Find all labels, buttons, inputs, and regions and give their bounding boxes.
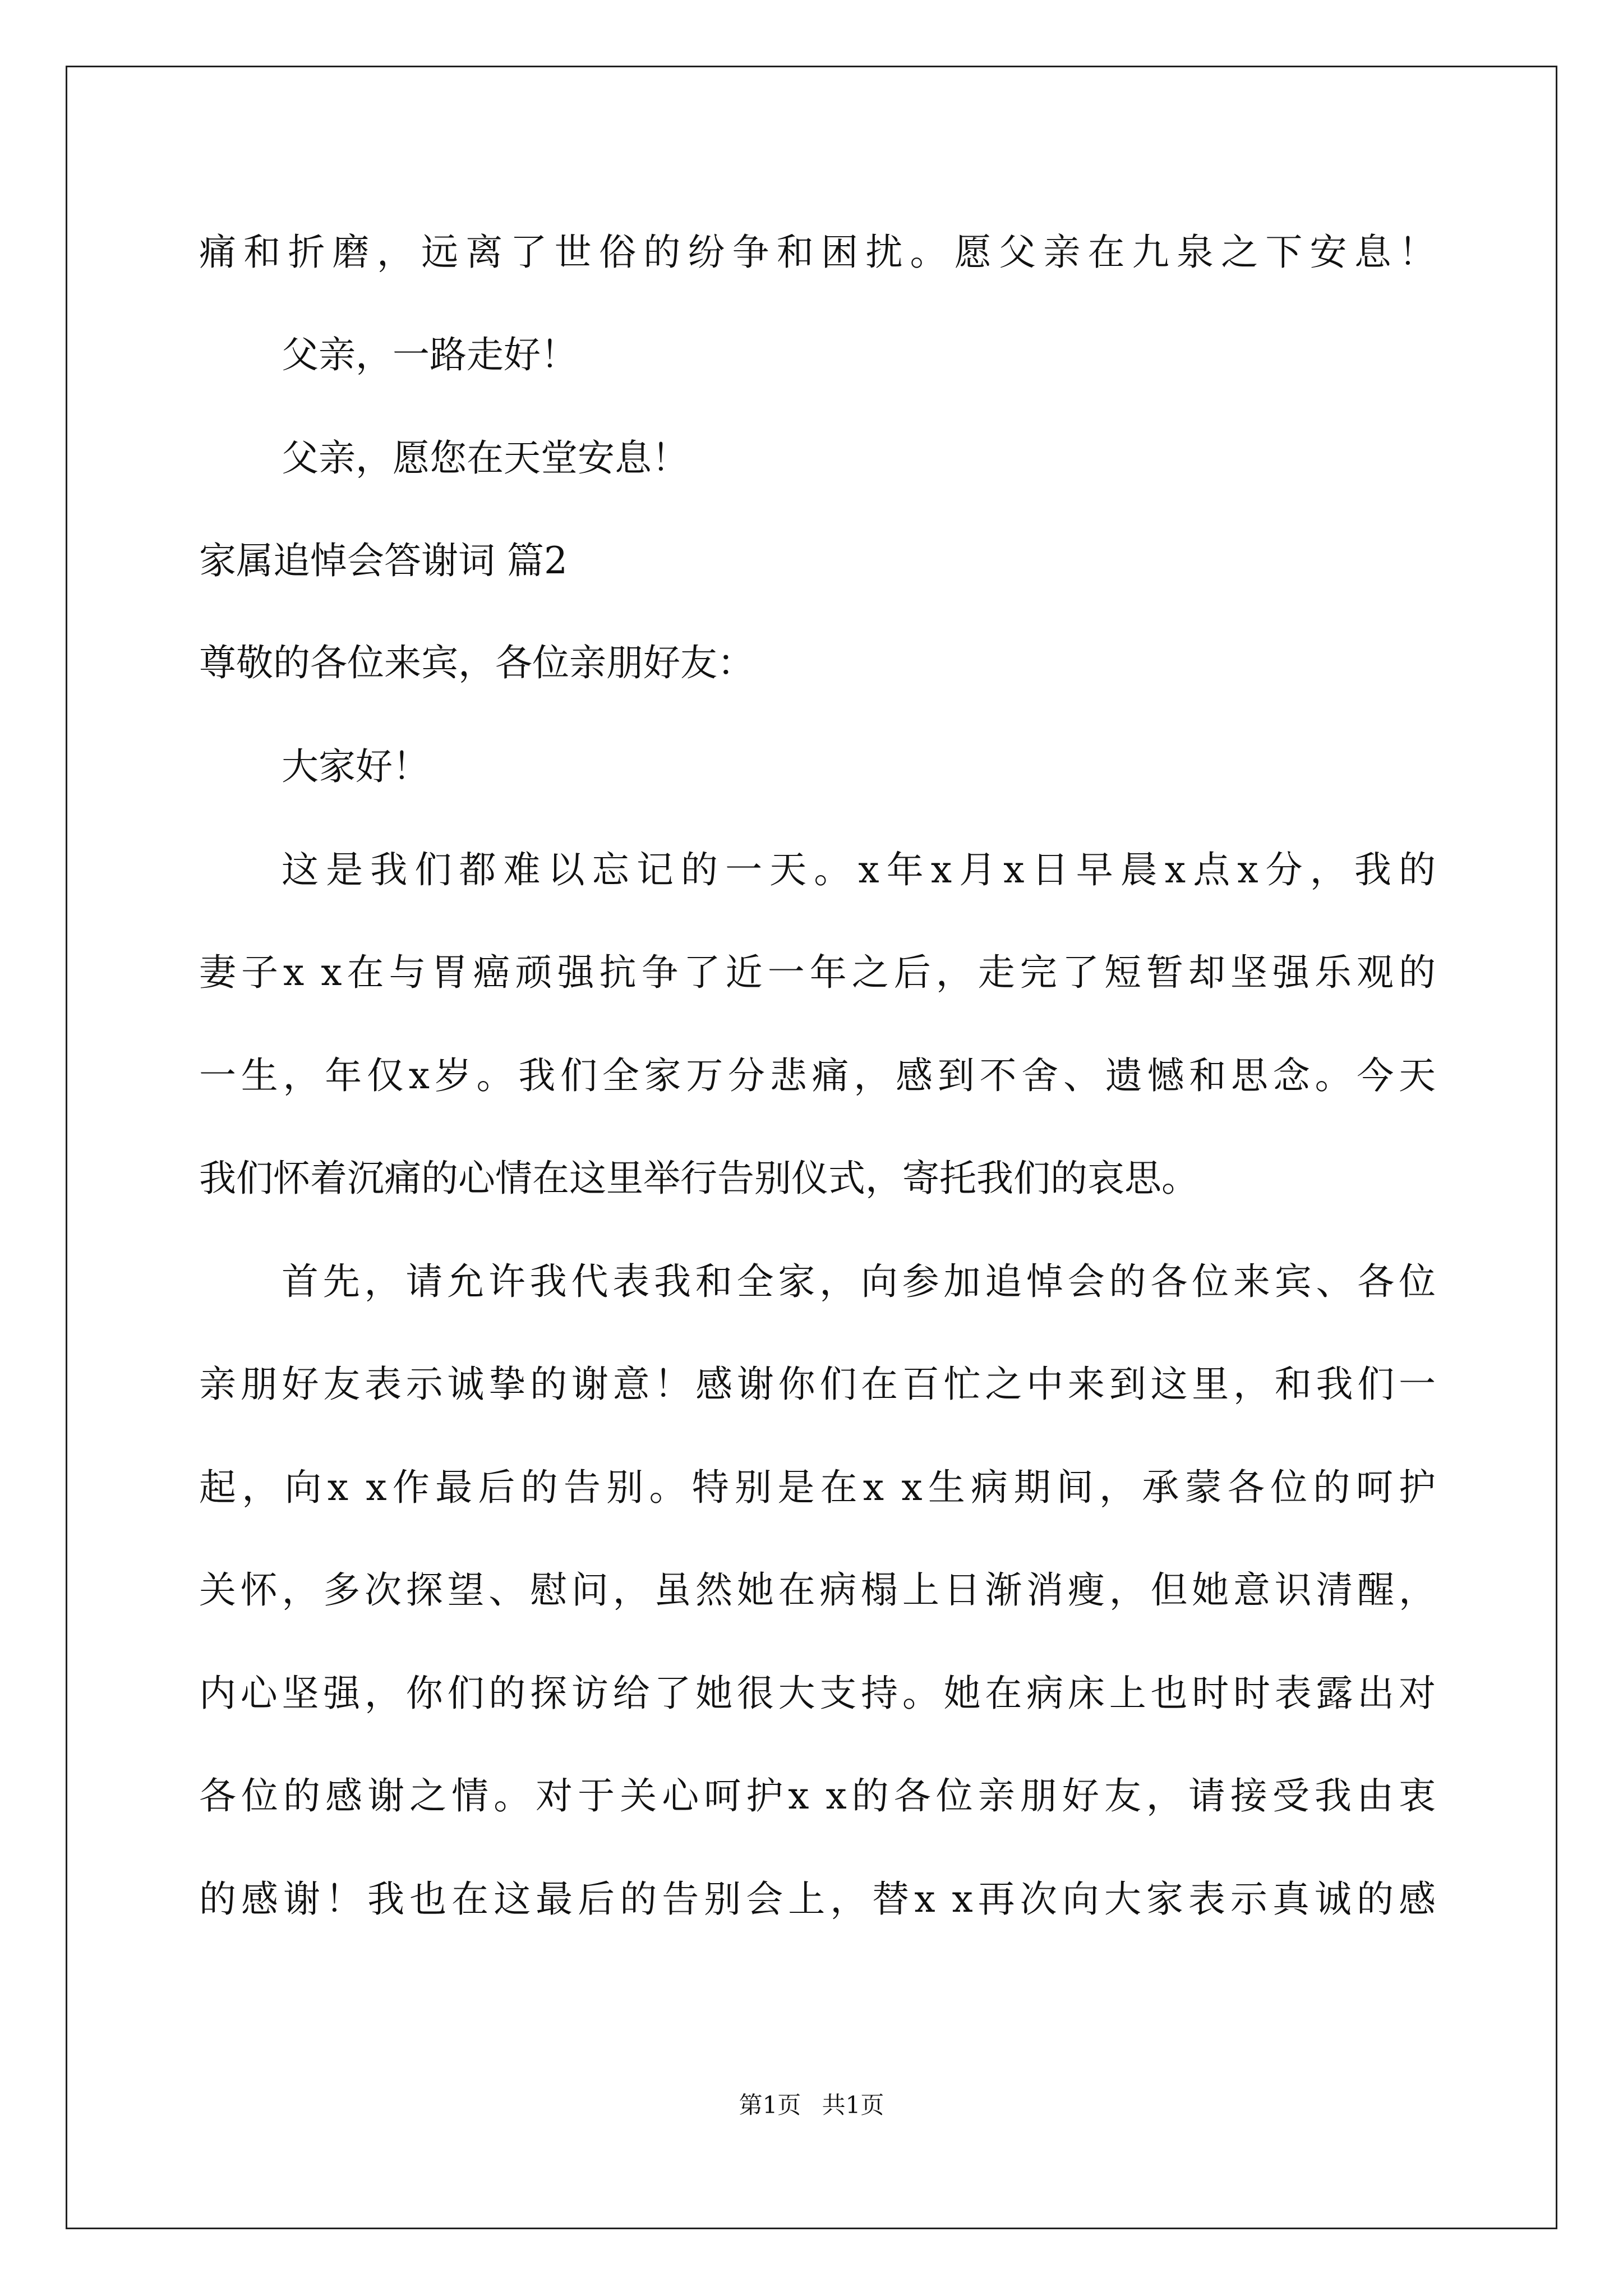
paragraph-line: 妻子x x在与胃癌顽强抗争了近一年之后，走完了短暂却坚强乐观的 (199, 951, 1436, 994)
paragraph-line: 首先，请允许我代表我和全家，向参加追悼会的各位来宾、各位 (282, 1260, 1436, 1303)
salutation: 尊敬的各位来宾，各位亲朋好友： (199, 641, 754, 684)
paragraph-line: 内心坚强，你们的探访给了她很大支持。她在病床上也时时表露出对 (199, 1672, 1436, 1715)
paragraph-line: 各位的感谢之情。对于关心呵护x x的各位亲朋好友，请接受我由衷 (199, 1774, 1436, 1818)
section-heading: 家属追悼会答谢词 篇2 (199, 539, 568, 582)
paragraph-line: 我们怀着沉痛的心情在这里举行告别仪式，寄托我们的哀思。 (199, 1157, 1198, 1200)
paragraph-line: 父亲，一路走好！ (282, 333, 578, 376)
paragraph-line: 关怀，多次探望、慰问，虽然她在病榻上日渐消瘦，但她意识清醒， (199, 1568, 1436, 1612)
paragraph-line: 这是我们都难以忘记的一天。x年x月x日早晨x点x分，我的 (282, 848, 1436, 891)
page-footer (0, 2088, 1623, 2122)
paragraph-line: 痛和折磨，远离了世俗的纷争和困扰。愿父亲在九泉之下安息！ (199, 231, 1436, 274)
page-total: 共1页 (822, 2091, 884, 2119)
page-number: 第1页 (739, 2091, 801, 2119)
paragraph-line: 起，向x x作最后的告别。特别是在x x生病期间，承蒙各位的呵护 (199, 1466, 1436, 1509)
paragraph-line: 亲朋好友表示诚挚的谢意！感谢你们在百忙之中来到这里，和我们一 (199, 1363, 1436, 1406)
paragraph-line: 父亲，愿您在天堂安息！ (282, 436, 689, 480)
paragraph-line: 的感谢！我也在这最后的告别会上，替x x再次向大家表示真诚的感 (199, 1878, 1436, 1921)
paragraph-line: 一生，年仅x岁。我们全家万分悲痛，感到不舍、遗憾和思念。今天 (199, 1054, 1436, 1097)
greeting: 大家好！ (282, 745, 430, 788)
